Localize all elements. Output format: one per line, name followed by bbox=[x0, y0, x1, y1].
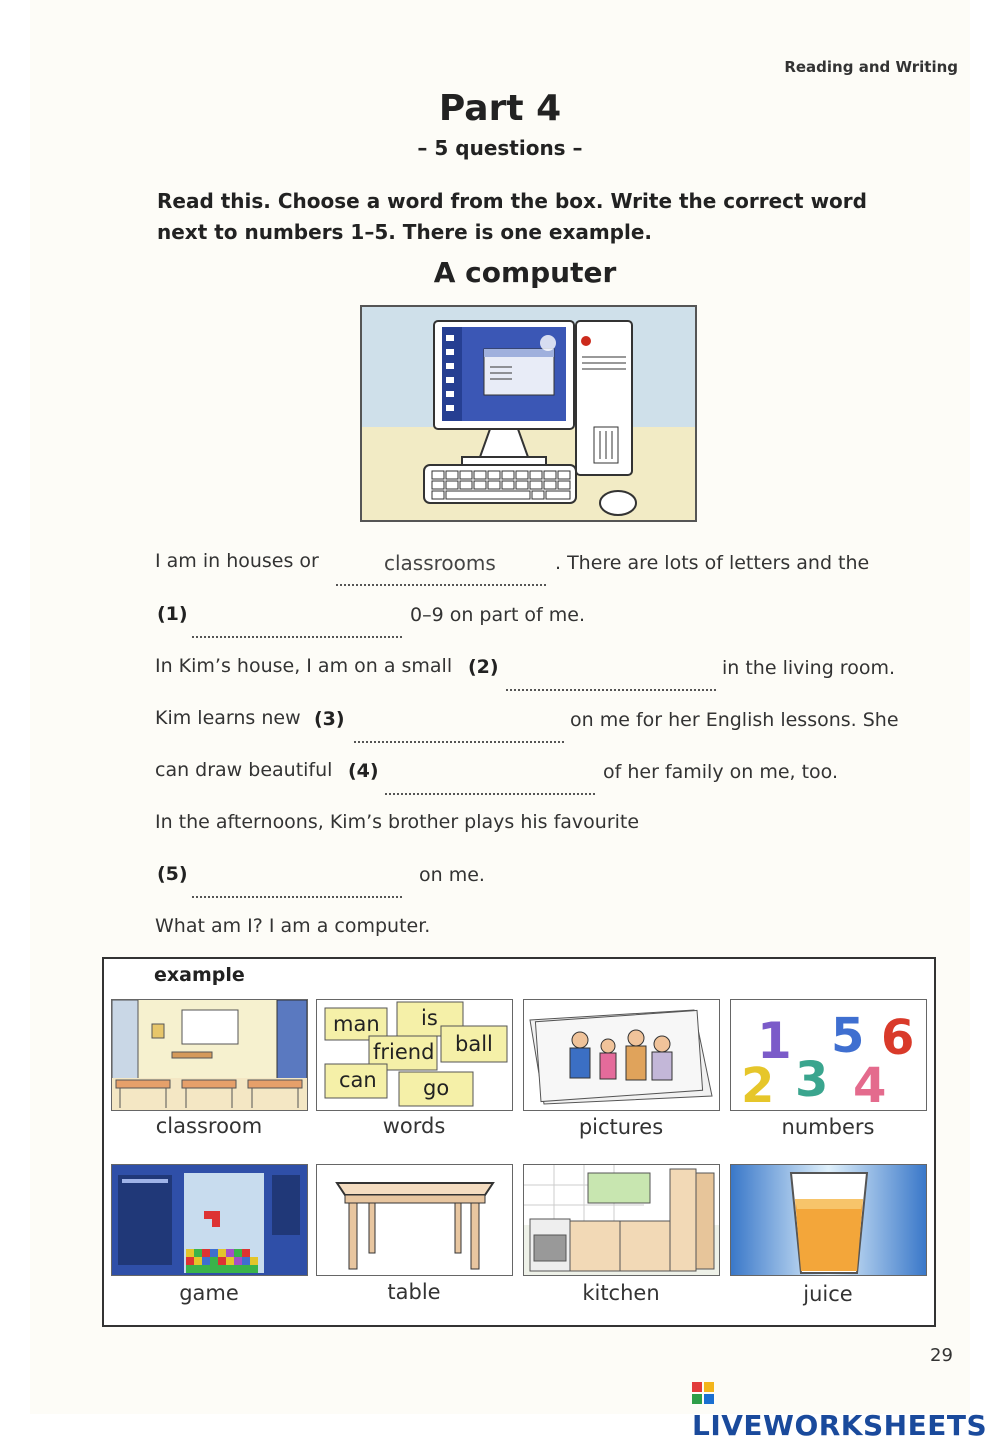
story-title: A computer bbox=[433, 256, 617, 289]
digit-3: 3 bbox=[795, 1052, 829, 1108]
answer-blank-5[interactable] bbox=[192, 874, 402, 898]
kitchen-picture bbox=[523, 1164, 720, 1276]
example-blank bbox=[336, 562, 546, 586]
words-picture bbox=[316, 999, 513, 1111]
story-line-5b: of her family on me, too. bbox=[603, 761, 839, 783]
part-title: Part 4 bbox=[438, 88, 562, 129]
part-subtitle: – 5 questions – bbox=[417, 136, 583, 160]
word-kitchen: kitchen bbox=[582, 1281, 660, 1305]
story-line-4b: on me for her English lessons. She bbox=[570, 709, 899, 731]
word-pictures: pictures bbox=[578, 1115, 664, 1139]
juice-picture bbox=[730, 1164, 927, 1276]
story-line-7: on me. bbox=[419, 864, 485, 886]
story-line-3b: in the living room. bbox=[722, 657, 895, 679]
liveworksheets-wordmark: LIVEWORKSHEETS bbox=[692, 1409, 988, 1442]
question-2-number: (2) bbox=[468, 656, 499, 678]
word-card-friend: friend bbox=[373, 1040, 435, 1064]
digit-1: 1 bbox=[757, 1012, 792, 1070]
word-numbers: numbers bbox=[781, 1115, 875, 1139]
answer-blank-2[interactable] bbox=[506, 667, 716, 691]
story-line-3a: In Kim’s house, I am on a small bbox=[155, 655, 453, 677]
question-3-number: (3) bbox=[314, 708, 345, 730]
example-answer: classrooms bbox=[384, 551, 496, 575]
page-number: 29 bbox=[930, 1345, 953, 1366]
story-line-1b: . There are lots of letters and the bbox=[555, 552, 870, 574]
liveworksheets-icon bbox=[692, 1378, 714, 1400]
computer-illustration bbox=[360, 305, 697, 522]
question-5-number: (5) bbox=[157, 863, 188, 885]
story-line-4a: Kim learns new bbox=[155, 707, 301, 729]
word-classroom: classroom bbox=[155, 1114, 263, 1138]
liveworksheets-logo bbox=[692, 1376, 1000, 1442]
story-line-6: In the afternoons, Kim’s brother plays his favourite bbox=[155, 811, 640, 833]
pictures-picture bbox=[523, 999, 720, 1111]
word-card-ball: ball bbox=[455, 1032, 493, 1056]
classroom-picture bbox=[111, 999, 308, 1111]
digit-4: 4 bbox=[853, 1058, 887, 1110]
word-card-is: is bbox=[421, 1006, 438, 1030]
answer-blank-4[interactable] bbox=[385, 771, 595, 795]
table-picture bbox=[316, 1164, 513, 1276]
word-card-can: can bbox=[339, 1068, 377, 1092]
game-picture bbox=[111, 1164, 308, 1276]
story-line-1a: I am in houses or bbox=[155, 550, 319, 572]
word-card-man: man bbox=[333, 1012, 380, 1036]
question-1-number: (1) bbox=[157, 603, 188, 625]
word-box bbox=[102, 957, 936, 1327]
section-label: Reading and Writing bbox=[784, 58, 958, 76]
word-box-title: example bbox=[154, 964, 245, 986]
answer-blank-3[interactable] bbox=[354, 719, 564, 743]
digit-6: 6 bbox=[881, 1010, 915, 1066]
numbers-picture bbox=[730, 999, 927, 1111]
story-line-2: 0–9 on part of me. bbox=[410, 604, 586, 626]
story-line-5a: can draw beautiful bbox=[155, 759, 333, 781]
digit-2: 2 bbox=[741, 1058, 775, 1110]
word-words: words bbox=[382, 1114, 446, 1138]
digit-5: 5 bbox=[831, 1008, 865, 1064]
instructions: Read this. Choose a word from the box. Write the correct word next to numbers 1–5. There is one example. bbox=[157, 189, 867, 244]
word-card-go: go bbox=[423, 1076, 450, 1100]
answer-blank-1[interactable] bbox=[192, 614, 402, 638]
word-table: table bbox=[387, 1280, 441, 1304]
question-4-number: (4) bbox=[348, 760, 379, 782]
story-line-8: What am I? I am a computer. bbox=[155, 915, 431, 937]
word-game: game bbox=[179, 1281, 239, 1305]
word-juice: juice bbox=[803, 1282, 853, 1306]
